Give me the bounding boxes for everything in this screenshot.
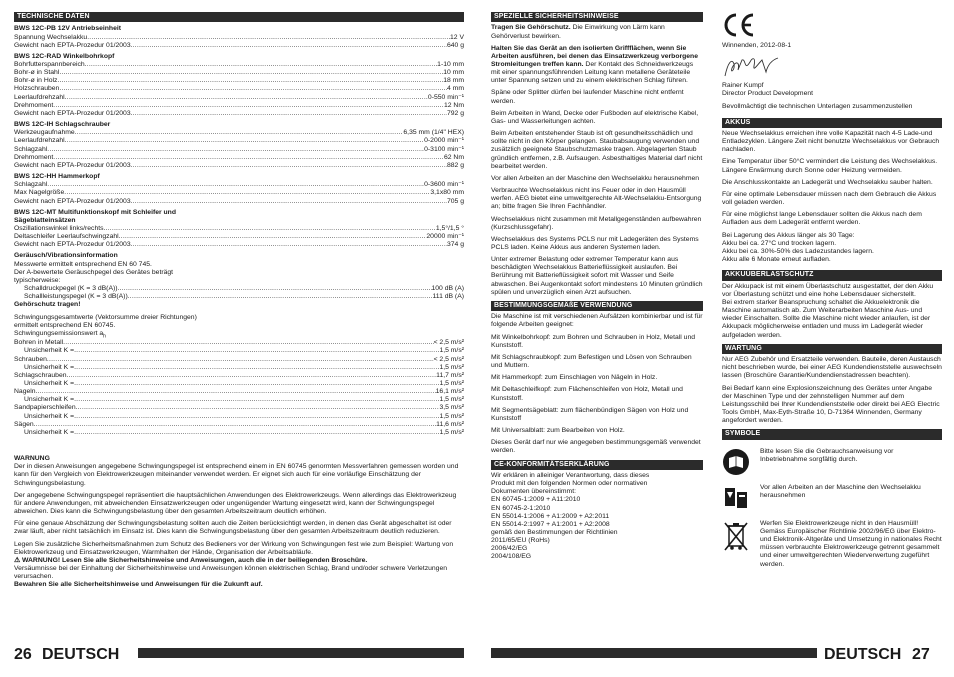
spec-label: Schlagschrauben bbox=[14, 371, 67, 379]
warning-block bbox=[14, 455, 464, 589]
spec-value: 10 mm bbox=[443, 69, 464, 77]
spec-label: Gewicht nach EPTA-Prozedur 01/2003 bbox=[14, 197, 131, 205]
ce-line: EN 60745-1:2009 + A11:2010 bbox=[491, 496, 581, 504]
noise-title: Geräusch/Vibrationsinformation bbox=[14, 252, 118, 260]
warning-paragraph: Der in diesen Anweisungen angegebene Schwingungspegel ist entsprechend einem in EN 60745 genormten Messverfahren gemessen worden und kann für den Vergleich von Elektrowerkzeugen miteinander verwendet werden. Er eignet sich auch für eine vorläufige Einschätzung der Schwingungsbelastung. bbox=[14, 463, 459, 487]
tech-group-title: BWS 12C-HH Hammerkopf bbox=[14, 173, 100, 181]
page-number-right: 27 bbox=[912, 646, 930, 663]
leader-dots bbox=[75, 129, 404, 137]
spec-label: Sandpapierschleifen bbox=[14, 404, 76, 412]
spec-label: Schlagzahl bbox=[14, 145, 48, 153]
section-header-akkus: AKKUS bbox=[722, 118, 942, 128]
spec-label: Unsicherheit K = bbox=[24, 380, 75, 387]
leader-dots bbox=[104, 225, 436, 233]
leader-dots bbox=[131, 110, 447, 118]
spec-row bbox=[14, 339, 464, 347]
ce-line: 2011/65/EU (RoHs) bbox=[491, 537, 550, 545]
page-number-left: 26 bbox=[14, 646, 32, 663]
spec-label: Leerlaufdrehzahl bbox=[14, 93, 65, 101]
warning-title: WARNUNG bbox=[14, 455, 50, 463]
footer-bar-left bbox=[138, 648, 464, 658]
ueberlast-paragraph: Der Akkupack ist mit einem Überlastschutz ausgestattet, der den Akku vor Überlastung schützt und eine hohe Lebensdauer sicherstellt. Bei extrem starker Beanspruchung schaltet die Akkuelektronik die Maschine automatisch ab. Zum Weiterarbeiten Maschine Aus- und wieder Einschalten. Sollte die Maschine nicht wieder anlaufen, ist der Akkupack möglicherweise entladen und muss im Ladegerät wieder aufgeladen werden. bbox=[722, 282, 934, 339]
spec-row bbox=[14, 42, 464, 50]
signer-name: Rainer Kumpf bbox=[722, 82, 764, 90]
spec-row bbox=[14, 77, 464, 85]
noise-line: Der A-bewertete Geräuschpegel des Gerätes beträgt bbox=[14, 268, 174, 276]
safety-paragraph: Wechselakkus nicht zusammen mit Metallgegenständen aufbewahren (Kurzschlussgefahr). bbox=[491, 215, 702, 231]
spec-label: Gewicht nach EPTA-Prozedur 01/2003 bbox=[14, 41, 131, 49]
leader-dots bbox=[74, 396, 439, 404]
spec-label: Unsicherheit K = bbox=[24, 428, 75, 436]
spec-label: Sägen bbox=[14, 420, 34, 428]
spec-row bbox=[14, 413, 464, 421]
safety-paragraph: Halten Sie das Gerät an den isolierten Griffflächen, wenn Sie Arbeiten ausführen, bei denen das Einsatzwerkzeug verborgene Stromleitungen treffen kann. Der Kontakt des Schneidwerkzeugs mit einer spannungsführenden Leitung kann metallene Geräteteile unter Spannung setzen und zu einem elektrischen Schlag führen. bbox=[491, 44, 698, 85]
page-language-right: DEUTSCH bbox=[824, 646, 902, 663]
spec-value: < 2,5 m/s² bbox=[433, 339, 464, 347]
tech-group-title: BWS 12C-RAD Winkelbohrkopf bbox=[14, 52, 115, 60]
spec-row bbox=[14, 198, 464, 206]
leader-dots bbox=[53, 154, 444, 162]
left-column bbox=[14, 12, 464, 589]
spec-row bbox=[14, 154, 464, 162]
section-header-ce: CE-KONFORMITÄTSERKLÄRUNG bbox=[491, 460, 703, 470]
page-language-left: DEUTSCH bbox=[42, 646, 120, 663]
spec-row bbox=[14, 380, 464, 388]
spec-value: 374 g bbox=[446, 241, 464, 249]
wartung-paragraph: Bei Bedarf kann eine Explosionszeichnung des Gerätes unter Angabe der Maschinen Type und der zehnstelligen Nummer auf dem Leistungsschild bei Ihrer Kundendienststelle oder direkt bei AEG Electric Tools GmbH, Max-Eyth-Straße 10, D-71364 Winnenden, Germany angefordert werden. bbox=[722, 384, 940, 425]
leader-dots bbox=[47, 181, 424, 189]
vib-line: Schwingungsgesamtwerte (Vektorsumme dreier Richtungen) bbox=[14, 313, 197, 321]
leader-dots bbox=[74, 413, 439, 421]
spec-label: Max Nagelgröße bbox=[14, 189, 65, 197]
spec-row bbox=[14, 233, 464, 241]
akkus-paragraph: Für eine möglichst lange Lebensdauer sollten die Akkus nach dem Aufladen aus dem Ladegerät entfernt werden. bbox=[722, 211, 922, 227]
ce-line: EN 55014-1:2006 + A1:2009 + A2:2011 bbox=[491, 512, 610, 520]
spec-value: 18 mm bbox=[443, 77, 464, 85]
usage-paragraph: Mit Winkelbohrkopf: zum Bohren und Schrauben in Holz, Metall und Kunststoff. bbox=[491, 333, 696, 349]
spec-label: Drehmoment bbox=[14, 153, 54, 161]
signer-title: Director Product Development bbox=[722, 90, 814, 98]
spec-row bbox=[14, 285, 464, 293]
ce-line: 2006/42/EG bbox=[491, 545, 528, 553]
spec-row bbox=[14, 225, 464, 233]
ear-protection-note: Gehörschutz tragen! bbox=[14, 301, 81, 309]
symbol-text: Werfen Sie Elektrowerkzeuge nicht in den Hausmüll! Gemäss Europäischer Richtlinie 2002/96/EG über Elektro- und Elektronik-Altgeräte und Umsetzung in nationales Recht müssen verbrauchte Elektrowerkzeuge getrennt gesammelt und einer umweltgerechten Wiederverwertung zugeführt werden. bbox=[760, 519, 942, 568]
spec-row bbox=[14, 421, 464, 429]
spec-value: 1,5°/1,5 ° bbox=[435, 224, 464, 232]
spec-row bbox=[14, 364, 464, 372]
akkus-paragraph: Für eine optimale Lebensdauer müssen nach dem Gebrauch die Akkus voll geladen werden. bbox=[722, 190, 937, 207]
leader-dots bbox=[131, 241, 447, 249]
spec-row bbox=[14, 69, 464, 77]
spec-label: Bohren in Metall bbox=[14, 339, 64, 347]
crossed-bin-icon bbox=[722, 520, 750, 554]
symbol-remove-battery bbox=[722, 484, 942, 512]
ce-line: gemäß den Bestimmungen der Richtlinien bbox=[491, 528, 618, 536]
vib-line: ermittelt entsprechend EN 60745. bbox=[14, 321, 116, 329]
usage-paragraph: Die Maschine ist mit verschiedenen Aufsätzen kombinierbar und ist für folgende Arbeiten geeignet: bbox=[491, 313, 703, 329]
leader-dots bbox=[47, 356, 434, 364]
spec-value: 0-550 min⁻¹ bbox=[427, 93, 464, 101]
ce-line: 2004/108/EG bbox=[491, 553, 532, 561]
middle-column bbox=[491, 12, 703, 562]
spec-label: Schlagzahl bbox=[14, 181, 48, 189]
symbol-text: Bitte lesen Sie die Gebrauchsanweisung vor Inbetriebnahme sorgfältig durch. bbox=[760, 447, 894, 463]
spec-value: 16,1 m/s² bbox=[435, 388, 464, 396]
spec-row bbox=[14, 404, 464, 412]
akkus-paragraph: Neue Wechselakkus erreichen ihre volle Kapazität nach 4-5 Lade-und Entladezyklen. Längere Zeit nicht benutzte Wechselakkus vor Gebrauch nachladen. bbox=[722, 130, 940, 154]
safety-paragraph: Unter extremer Belastung oder extremer Temperatur kann aus beschädigten Wechselakkus Batterieflüssigkeit auslaufen. Bei Berührung mit Batterieflüssigkeit sofort mit Wasser und Seife abwaschen. Bei Augenkontakt sofort mindestens 10 Minuten gründlich spülen und unverzüglich einen Arzt aufsuchen. bbox=[491, 256, 703, 296]
warning-consequence: Versäumnisse bei der Einhaltung der Sicherheitshinweise und Anweisungen können elektrischen Schlag, Brand und/oder schwere Verletzungen verursachen. bbox=[14, 564, 448, 581]
section-header-technische-daten: TECHNISCHE DATEN bbox=[14, 12, 464, 22]
spec-label: Schalldruckpegel (K = 3 dB(A)) bbox=[24, 285, 118, 293]
spec-row bbox=[14, 34, 464, 42]
spec-row bbox=[14, 181, 464, 189]
ce-declaration bbox=[491, 472, 703, 562]
spec-label: Schallleistungspegel (K = 3 dB(A)) bbox=[24, 293, 128, 301]
spec-label: Leerlaufdrehzahl bbox=[14, 137, 65, 145]
section-header-sicherheit: SPEZIELLE SICHERHEITSHINWEISE bbox=[491, 12, 703, 22]
leader-dots bbox=[65, 137, 425, 145]
signature-image bbox=[722, 54, 942, 82]
usage-paragraph: Mit Hammerkopf: zum Einschlagen von Nägeln in Holz. bbox=[491, 374, 658, 382]
spec-row bbox=[14, 146, 464, 154]
leader-dots bbox=[67, 372, 437, 380]
spec-row bbox=[14, 94, 464, 102]
leader-dots bbox=[118, 285, 432, 293]
spec-value: 1,5 m/s² bbox=[439, 412, 464, 420]
safety-paragraph: Vor allen Arbeiten an der Maschine den Wechselakku herausnehmen bbox=[491, 174, 700, 182]
spec-label: Gewicht nach EPTA-Prozedur 01/2003 bbox=[14, 241, 131, 249]
ce-line: EN 55014-2:1997 + A1:2001 + A2:2008 bbox=[491, 520, 610, 528]
usage-paragraph: Mit Schlagschraubkopf: zum Befestigen und Lösen von Schrauben und Muttern. bbox=[491, 353, 692, 370]
leader-dots bbox=[128, 293, 433, 301]
spec-value: 6,35 mm (1/4" HEX) bbox=[403, 129, 464, 137]
section-header-verwendung: BESTIMMUNGSGEMÄßE VERWENDUNG bbox=[491, 301, 703, 311]
authorized-note: Bevollmächtigt die technischen Unterlagen zusammenzustellen bbox=[722, 103, 913, 111]
usage-paragraph: Dieses Gerät darf nur wie angegeben bestimmungsgemäß verwendet werden. bbox=[491, 439, 701, 455]
spec-label: Deltaschleifer Leerlaufschwingzahl bbox=[14, 233, 119, 241]
warning-paragraph: Für eine genaue Abschätzung der Schwingungsbelastung sollten auch die Zeiten berücksichtigt werden, in denen das Gerät abgeschaltet ist oder zwar läuft, aber nicht tatsächlich im Einsatz ist. Dies kann die Schwingungsbelastung über den gesamten Arbeitszeitraum deutlich reduzieren. bbox=[14, 520, 452, 536]
spec-value: 882 g bbox=[446, 161, 464, 169]
spec-row bbox=[14, 102, 464, 110]
spec-value: 100 dB (A) bbox=[431, 285, 464, 293]
spec-value: < 2,5 m/s² bbox=[433, 355, 464, 363]
spec-label: Gewicht nach EPTA-Prozedur 01/2003 bbox=[14, 161, 131, 169]
leader-dots bbox=[59, 69, 443, 77]
spec-value: 1-10 mm bbox=[437, 61, 464, 69]
spec-label: Gewicht nach EPTA-Prozedur 01/2003 bbox=[14, 109, 131, 117]
spec-value: 4 mm bbox=[447, 85, 464, 93]
section-header-symbole: SYMBOLE bbox=[722, 429, 942, 439]
spec-value: 1,5 m/s² bbox=[439, 380, 464, 387]
spec-value: 0-2000 min⁻¹ bbox=[424, 137, 464, 145]
vib-rows bbox=[14, 339, 464, 437]
section-header-wartung: WARTUNG bbox=[722, 344, 942, 354]
spec-row bbox=[14, 396, 464, 404]
tech-group-title: BWS 12C-IH Schlagschrauber bbox=[14, 121, 111, 129]
warning-paragraph: Der angegebene Schwingungspegel repräsentiert die hauptsächlichen Anwendungen des Elektrowerkzeugs. Wenn allerdings das Elektrowerkzeug für andere Anwendungen, mit abweichenden Einsatzwerkzeugen oder ungenügender Wartung eingesetzt wird, kann der Schwingungspegel abweichen. Dies kann die Schwingungsbelastung über den gesamten Arbeitszeitraum deutlich erhöhen. bbox=[14, 491, 457, 516]
spec-value: 12 Nm bbox=[443, 101, 464, 109]
safety-paragraph: Späne oder Splitter dürfen bei laufender Maschine nicht entfernt werden. bbox=[491, 89, 684, 105]
spec-value: 62 Nm bbox=[443, 153, 464, 161]
ce-line: Wir erklären in alleiniger Verantwortung, dass dieses bbox=[491, 471, 650, 479]
spec-value: 1,5 m/s² bbox=[439, 363, 464, 371]
spec-label: Oszillationswinkel links/rechts bbox=[14, 224, 104, 232]
safety-paragraph: Wechselakkus des Systems PCLS nur mit Ladegeräten des Systems PCLS laden. Keine Akkus aus anderen Systemen laden. bbox=[491, 235, 699, 251]
spec-label: Spannung Wechselakku bbox=[14, 33, 88, 41]
leader-dots bbox=[74, 429, 439, 437]
spec-value: 640 g bbox=[446, 41, 464, 49]
spec-label: Unsicherheit K = bbox=[24, 396, 75, 404]
spec-label: Bohrfutterspannbereich bbox=[14, 61, 85, 69]
symbol-read-manual bbox=[722, 448, 942, 476]
safety-paragraph: Verbrauchte Wechselakkus nicht ins Feuer oder in den Hausmüll werfen. AEG bietet eine umweltgerechte Alt-Wechselakku-Entsorgung an; bitte fragen Sie Ihren Fachhändler. bbox=[491, 187, 702, 211]
spec-row bbox=[14, 61, 464, 69]
tech-group-title: BWS 12C-MT Multifunktionskopf mit Schleifer und Sägeblatteinsätzen bbox=[14, 208, 176, 224]
spec-label: Unsicherheit K = bbox=[24, 363, 75, 371]
read-manual-icon bbox=[722, 448, 750, 476]
spec-row bbox=[14, 347, 464, 355]
spec-row bbox=[14, 137, 464, 145]
spec-value: 11,6 m/s² bbox=[436, 420, 464, 428]
leader-dots bbox=[119, 233, 427, 241]
leader-dots bbox=[131, 42, 447, 50]
leader-dots bbox=[131, 198, 447, 206]
noise-line: typischerweise: bbox=[14, 276, 61, 284]
spec-label: Drehmoment bbox=[14, 101, 54, 109]
leader-dots bbox=[74, 380, 439, 388]
spec-label: Schrauben bbox=[14, 355, 47, 363]
vib-line-emission: Schwingungsemissionswert $a_h$ bbox=[14, 329, 106, 340]
usage-paragraph: Mit Deltaschleifkopf: zum Flächenschleifen von Holz, Metall und Kunststoff. bbox=[491, 386, 683, 402]
place-date: Winnenden, 2012-08-1 bbox=[722, 42, 792, 49]
leader-dots bbox=[34, 421, 437, 429]
ce-line: Dokumenten übereinstimmt: bbox=[491, 488, 576, 496]
warning-read-all: ⚠ WARNUNG! Lesen Sie alle Sicherheitshinweise und Anweisungen, auch die in der beiliegenden Broschüre. bbox=[14, 556, 368, 564]
spec-value: 11,7 m/s² bbox=[436, 371, 464, 379]
leader-dots bbox=[74, 347, 439, 355]
leader-dots bbox=[53, 102, 444, 110]
spec-value: 1,5 m/s² bbox=[439, 347, 464, 355]
leader-dots bbox=[64, 189, 430, 197]
spec-label: Unsicherheit K = bbox=[24, 412, 75, 420]
akkus-paragraph: Bei Lagerung des Akkus länger als 30 Tage: Akku bei ca. 27°C und trocken lagern. Akku bei ca. 30%-50% des Ladezustandes lagern. Akku alle 6 Monate erneut aufladen. bbox=[722, 231, 874, 264]
spec-label: Bohr-ø in Stahl bbox=[14, 69, 60, 77]
leader-dots bbox=[65, 94, 428, 102]
leader-dots bbox=[59, 85, 447, 93]
spec-label: Werkzeugaufnahme bbox=[14, 129, 75, 137]
akkus-paragraph: Eine Temperatur über 50°C vermindert die Leistung des Wechselakkus. Längere Erwärmung durch Sonne oder Heizung vermeiden. bbox=[722, 158, 938, 174]
safety-paragraph: Beim Arbeiten in Wand, Decke oder Fußboden auf elektrische Kabel, Gas- und Wasserleitungen achten. bbox=[491, 109, 699, 125]
noise-rows bbox=[14, 285, 464, 301]
spec-row bbox=[14, 241, 464, 249]
leader-dots bbox=[85, 61, 438, 69]
spec-row bbox=[14, 293, 464, 301]
leader-dots bbox=[63, 339, 433, 347]
section-header-ueberlast: AKKUÜBERLASTSCHUTZ bbox=[722, 270, 942, 280]
usage-paragraph: Mit Universalblatt: zum Bearbeiten von Holz. bbox=[491, 427, 625, 435]
spec-label: Bohr-ø in Holz bbox=[14, 77, 58, 85]
wartung-paragraph: Nur AEG Zubehör und Ersatzteile verwenden. Bauteile, deren Austausch nicht beschrieben wurde, bei einer AEG Kundendienststelle auswechseln lassen (Broschüre Garantie/Kundendienstadressen beachten). bbox=[722, 356, 942, 380]
leader-dots bbox=[131, 162, 447, 170]
spec-row bbox=[14, 129, 464, 137]
tech-data-groups bbox=[14, 25, 464, 249]
ce-line: Produkt mit den folgenden Normen oder normativen bbox=[491, 480, 648, 488]
ce-line: EN 60745-2-1:2010 bbox=[491, 504, 551, 512]
spec-value: 3,1x80 mm bbox=[430, 189, 464, 197]
spec-value: 20000 min⁻¹ bbox=[426, 233, 464, 241]
ce-mark-icon bbox=[722, 12, 942, 40]
spec-value: 1,5 m/s² bbox=[439, 428, 464, 436]
spec-label: Nageln bbox=[14, 388, 36, 396]
spec-value: 111 dB (A) bbox=[432, 293, 464, 301]
safety-paragraph: Tragen Sie Gehörschutz. Die Einwirkung von Lärm kann Gehörverlust bewirken. bbox=[491, 24, 665, 40]
spec-value: 1,5 m/s² bbox=[439, 396, 464, 404]
right-column bbox=[722, 12, 942, 577]
spec-row bbox=[14, 189, 464, 197]
symbol-crossed-bin bbox=[722, 520, 942, 569]
spec-row bbox=[14, 162, 464, 170]
footer-bar-right bbox=[491, 648, 817, 658]
akkus-paragraph: Die Anschlusskontakte an Ladegerät und Wechselakku sauber halten. bbox=[722, 178, 933, 186]
spec-value: 0-3600 min⁻¹ bbox=[424, 181, 464, 189]
leader-dots bbox=[87, 34, 450, 42]
safety-paragraph: Beim Arbeiten entstehender Staub ist oft gesundheitsschädlich und sollte nicht in den Körper gelangen. Staubabsaugung verwenden und zusätzlich geeignete Staubschutzmaske tragen. Abgelagerten Staub gründlich entfernen, z.B. Aufsaugen. Asbesthaltiges Material darf nicht bearbeitet werden. bbox=[491, 130, 703, 170]
spec-row bbox=[14, 372, 464, 380]
symbol-text: Vor allen Arbeiten an der Maschine den Wechselakku herausnehmen bbox=[760, 483, 921, 499]
usage-paragraph: Mit Segmentsägeblatt: zum flächenbündigen Sägen von Holz und Kunststoff bbox=[491, 406, 689, 422]
tech-group-title: BWS 12C-PB 12V Antriebseinheit bbox=[14, 25, 122, 33]
spec-label: Unsicherheit K = bbox=[24, 347, 75, 355]
leader-dots bbox=[76, 404, 440, 412]
remove-battery-icon bbox=[722, 484, 750, 512]
leader-dots bbox=[47, 146, 424, 154]
spec-value: 705 g bbox=[446, 197, 464, 205]
noise-line: Messwerte ermittelt entsprechend EN 60 745. bbox=[14, 260, 152, 268]
spec-row bbox=[14, 388, 464, 396]
spec-value: 792 g bbox=[446, 109, 464, 117]
warning-paragraph: Legen Sie zusätzliche Sicherheitsmaßnahmen zum Schutz des Bedieners vor der Wirkung von Schwingungen fest wie zum Beispiel: Wartung von Elektrowerkzeug und Einsatzwerkzeugen, Warmhalten der Hände, Organisation der Arbeitsabläufe. bbox=[14, 540, 454, 556]
spec-value: 0-3100 min⁻¹ bbox=[424, 145, 464, 153]
spec-row bbox=[14, 356, 464, 364]
leader-dots bbox=[57, 77, 443, 85]
spec-row bbox=[14, 85, 464, 93]
spec-value: 12 V bbox=[450, 33, 464, 41]
spec-value: 3,5 m/s² bbox=[439, 404, 464, 412]
warning-keep: Bewahren Sie alle Sicherheitshinweise und Anweisungen für die Zukunft auf. bbox=[14, 581, 263, 589]
spec-row bbox=[14, 110, 464, 118]
leader-dots bbox=[36, 388, 436, 396]
spec-row bbox=[14, 429, 464, 437]
spec-label: Holzschrauben bbox=[14, 85, 60, 93]
leader-dots bbox=[74, 364, 439, 372]
